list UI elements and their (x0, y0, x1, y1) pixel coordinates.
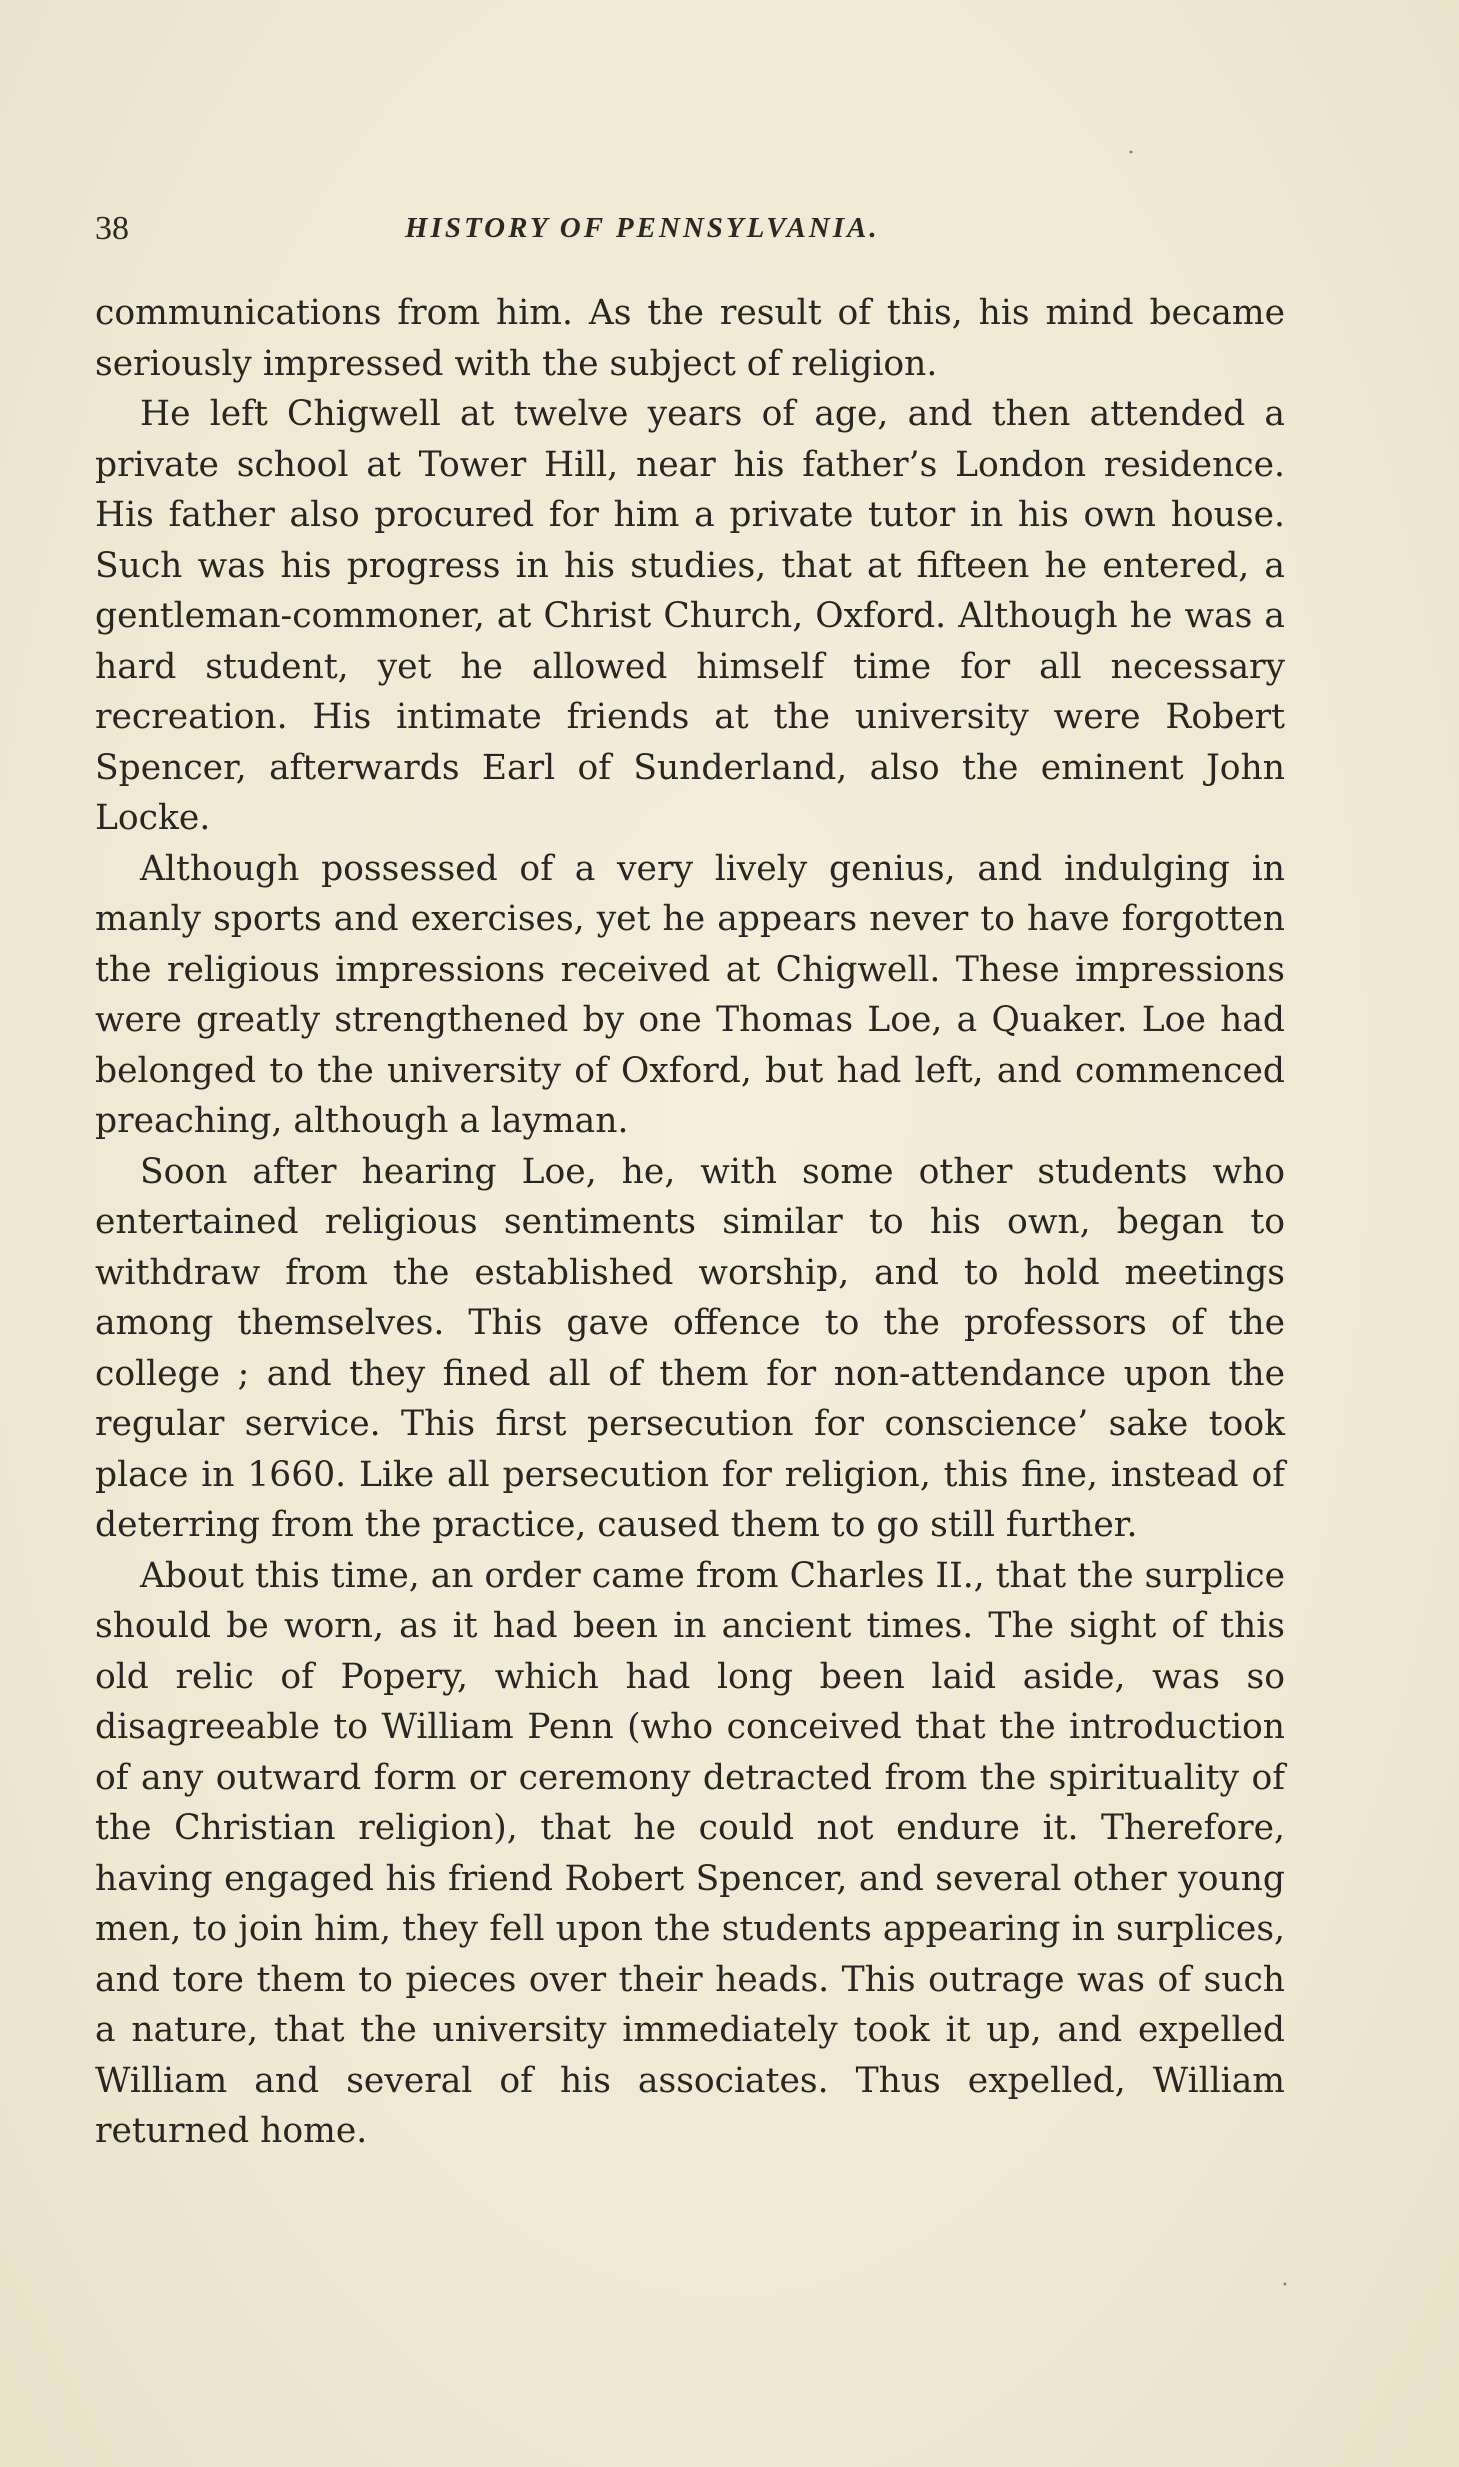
paragraph-2: He left Chigwell at twelve years of age, and then attended a private school at Tower Hill, near his father’s London residence. His father also procured for him a private tutor in his own house. Such was his progress in his studies, that at fifteen he entered, a gentleman-commoner, at Christ Church, Oxford. Although he was a hard student, yet he allowed himself time for all necessary recreation. His intimate friends at the university were Robert Spencer, afterwards Earl of Sunderland, also the eminent John Locke. (95, 394, 1285, 838)
paragraph-1: communications from him. As the result of this, his mind became seriously impressed with the subject of religion. (95, 293, 1285, 384)
paragraph-4: Soon after hearing Loe, he, with some other students who entertained religious sentiments similar to his own, began to withdraw from the established worship, and to hold meetings among themselves. This gave offence to the professors of the college ; and they fined all of them for non-attendance upon the regular service. This first persecution for conscience’ sake took place in 1660. Like all persecution for religion, this fine, instead of deterring from the practice, caused them to go still further. (95, 1151, 1285, 1545)
body-text (95, 288, 1285, 2157)
ink-speck: • (1282, 2280, 1288, 2291)
page-number: 38 (95, 210, 129, 247)
paragraph-5: About this time, an order came from Charles II., that the surplice should be worn, as it had been in ancient times. The sight of this old relic of Popery, which had long been laid aside, was so disagreeable to William Penn (who conceived that the introduction of any outward form or ceremony detracted from the spirituality of the Christian religion), that he could not endure it. Therefore, having engaged his friend Robert Spencer, and several other young men, to join him, they fell upon the students appearing in surplices, and tore them to pieces over their heads. This outrage was of such a nature, that the university immediately took it up, and expelled William and several of his associates. Thus expelled, William returned home. (95, 1555, 1285, 2151)
page-header (95, 210, 1295, 260)
paragraph-3: Although possessed of a very lively genius, and indulging in manly sports and exercises, yet he appears never to have forgotten the religious impressions received at Chigwell. These impressions were greatly strengthened by one Thomas Loe, a Quaker. Loe had belonged to the university of Oxford, but had left, and commenced preaching, although a layman. (95, 848, 1285, 1141)
ink-speck: • (1128, 148, 1134, 159)
running-head: HISTORY OF PENNSYLVANIA. (405, 212, 880, 244)
